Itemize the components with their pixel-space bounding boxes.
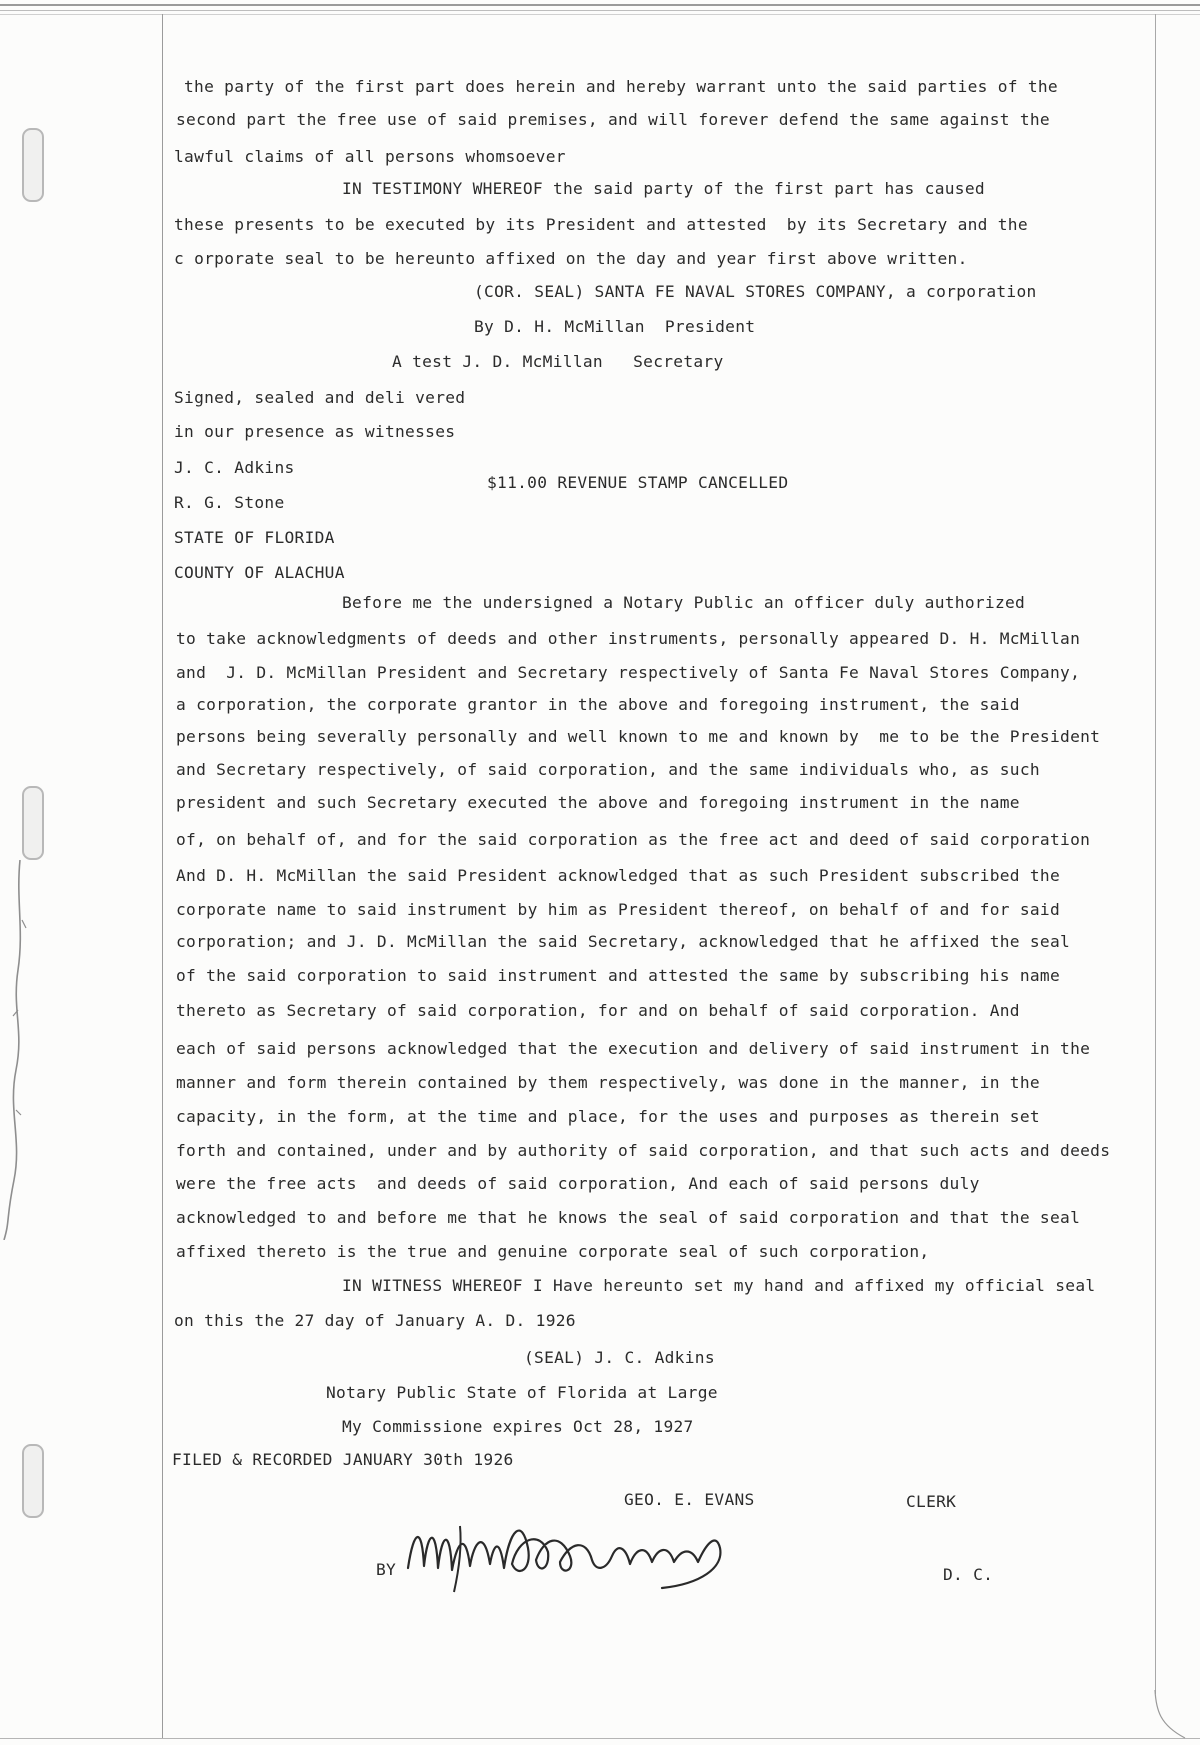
binder-hole	[22, 128, 44, 202]
bottom-rule	[0, 1738, 1200, 1739]
body-line: c orporate seal to be hereunto affixed on the day and year first above written.	[174, 249, 968, 268]
revenue-stamp-note: $11.00 REVENUE STAMP CANCELLED	[487, 473, 789, 492]
header-rule	[0, 10, 1200, 11]
header-rule	[0, 14, 1200, 15]
acknowledgment-line: to take acknowledgments of deeds and other instruments, personally appeared D. H. McMillan	[176, 629, 1081, 648]
notary-title: Notary Public State of Florida at Large	[326, 1383, 718, 1402]
body-line: IN TESTIMONY WHEREOF the said party of the first part has caused	[342, 179, 985, 198]
president-signature-line: By D. H. McMillan President	[474, 317, 756, 336]
venue-state: STATE OF FLORIDA	[174, 528, 335, 547]
page-curl	[1150, 1690, 1190, 1740]
filed-recorded-line: FILED & RECORDED JANUARY 30th 1926	[172, 1450, 514, 1469]
deputy-clerk-title: D. C.	[943, 1565, 994, 1584]
acknowledgment-line: corporate name to said instrument by him as President thereof, on behalf of and for said	[176, 900, 1061, 919]
acknowledgment-line: manner and form therein contained by them respectively, was done in the manner, in the	[176, 1073, 1040, 1092]
acknowledgment-line: president and such Secretary executed the above and foregoing instrument in the name	[176, 793, 1020, 812]
acknowledgment-line: and Secretary respectively, of said corporation, and the same individuals who, as such	[176, 760, 1040, 779]
acknowledgment-line: acknowledged to and before me that he knows the seal of said corporation and that the seal	[176, 1208, 1081, 1227]
binder-hole	[22, 786, 44, 860]
body-line: second part the free use of said premises, and will forever defend the same against the	[176, 110, 1050, 129]
corporate-seal-line: (COR. SEAL) SANTA FE NAVAL STORES COMPANY, a corporation	[474, 282, 1037, 301]
acknowledgment-line: corporation; and J. D. McMillan the said Secretary, acknowledged that he affixed the seal	[176, 932, 1071, 951]
acknowledgment-line: forth and contained, under and by authority of said corporation, and that such acts and deeds	[176, 1141, 1111, 1160]
torn-edge-mark	[0, 860, 40, 1240]
acknowledgment-line: of the said corporation to said instrument and attested the same by subscribing his name	[176, 966, 1061, 985]
right-page-edge	[1155, 14, 1156, 1694]
acknowledgment-line: And D. H. McMillan the said President acknowledged that as such President subscribed the	[176, 866, 1061, 885]
deputy-clerk-signature	[400, 1508, 760, 1598]
notary-commission: My Commissione expires Oct 28, 1927	[342, 1417, 694, 1436]
venue-county: COUNTY OF ALACHUA	[174, 563, 345, 582]
secretary-attest-line: A test J. D. McMillan Secretary	[392, 352, 724, 371]
testimonium-line: IN WITNESS WHEREOF I Have hereunto set my hand and affixed my official seal	[342, 1276, 1096, 1295]
binder-hole	[22, 1444, 44, 1518]
witness-name: J. C. Adkins	[174, 458, 295, 477]
body-line: these presents to be executed by its President and attested by its Secretary and the	[174, 215, 1028, 234]
acknowledgment-line: and J. D. McMillan President and Secretary respectively of Santa Fe Naval Stores Company,	[176, 663, 1081, 682]
acknowledgment-line: capacity, in the form, at the time and place, for the uses and purposes as therein set	[176, 1107, 1040, 1126]
header-rule	[0, 4, 1200, 6]
clerk-title: CLERK	[906, 1492, 957, 1511]
clerk-name: GEO. E. EVANS	[624, 1490, 755, 1509]
testimonium-date: on this the 27 day of January A. D. 1926	[174, 1311, 576, 1330]
witness-heading: Signed, sealed and deli vered	[174, 388, 466, 407]
body-line: the party of the first part does herein and hereby warrant unto the said parties of the	[184, 77, 1058, 96]
acknowledgment-line: a corporation, the corporate grantor in the above and foregoing instrument, the said	[176, 695, 1020, 714]
acknowledgment-line: were the free acts and deeds of said corporation, And each of said persons duly	[176, 1174, 980, 1193]
acknowledgment-line: Before me the undersigned a Notary Public an officer duly authorized	[342, 593, 1026, 612]
acknowledgment-line: thereto as Secretary of said corporation, for and on behalf of said corporation. And	[176, 1001, 1020, 1020]
witness-heading: in our presence as witnesses	[174, 422, 456, 441]
notary-seal-name: (SEAL) J. C. Adkins	[524, 1348, 715, 1367]
acknowledgment-line: affixed thereto is the true and genuine corporate seal of such corporation,	[176, 1242, 930, 1261]
left-margin-line	[162, 14, 163, 1739]
body-line: lawful claims of all persons whomsoever	[174, 147, 566, 166]
acknowledgment-line: each of said persons acknowledged that the execution and delivery of said instrument in the	[176, 1039, 1091, 1058]
witness-name: R. G. Stone	[174, 493, 285, 512]
acknowledgment-line: persons being severally personally and well known to me and known by me to be the President	[176, 727, 1101, 746]
acknowledgment-line: of, on behalf of, and for the said corporation as the free act and deed of said corporation	[176, 830, 1091, 849]
deputy-by-label: BY	[376, 1560, 397, 1579]
